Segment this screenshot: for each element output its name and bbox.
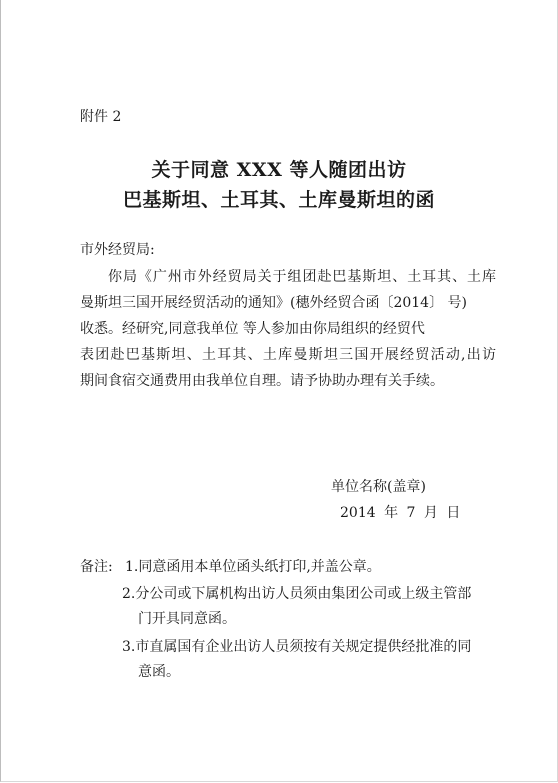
notes-label: 备注:: [80, 559, 113, 575]
document-title-line-2: 巴基斯坦、土耳其、土库曼斯坦的函: [122, 189, 435, 211]
note-item-2: 2.分公司或下属机构出访人员须由集团公司或上级主管部: [122, 586, 472, 602]
document-title-line-1: 关于同意 XXX 等人随团出访: [151, 159, 407, 181]
note-item-3: 3.市直属国有企业出访人员须按有关规定提供经批准的同: [122, 639, 472, 655]
addressee: 市外经贸局:: [80, 242, 155, 258]
note-item-2-continued: 门开具同意函。: [138, 611, 236, 627]
note-item-1: 1.同意函用本单位函头纸打印,并盖公章。: [125, 559, 381, 575]
body-line-1: 你局《广州市外经贸局关于组团赴巴基斯坦、土耳其、土库: [108, 269, 496, 285]
signature-date: 2014 年 7 月 日: [340, 505, 461, 521]
body-line-4: 表团赴巴基斯坦、土耳其、土库曼斯坦三国开展经贸活动,出访: [80, 347, 496, 363]
body-line-2: 曼斯坦三国开展经贸活动的通知》(穗外经贸合函〔2014〕 号): [80, 295, 468, 311]
signature-unit-seal: 单位名称(盖章): [331, 479, 426, 495]
body-line-3: 收悉。经研究,同意我单位 等人参加由你局组织的经贸代: [80, 321, 425, 337]
body-line-5: 期间食宿交通费用由我单位自理。请予协助办理有关手续。: [80, 373, 444, 389]
attachment-label: 附件 2: [80, 109, 122, 125]
note-item-3-continued: 意函。: [138, 664, 180, 680]
